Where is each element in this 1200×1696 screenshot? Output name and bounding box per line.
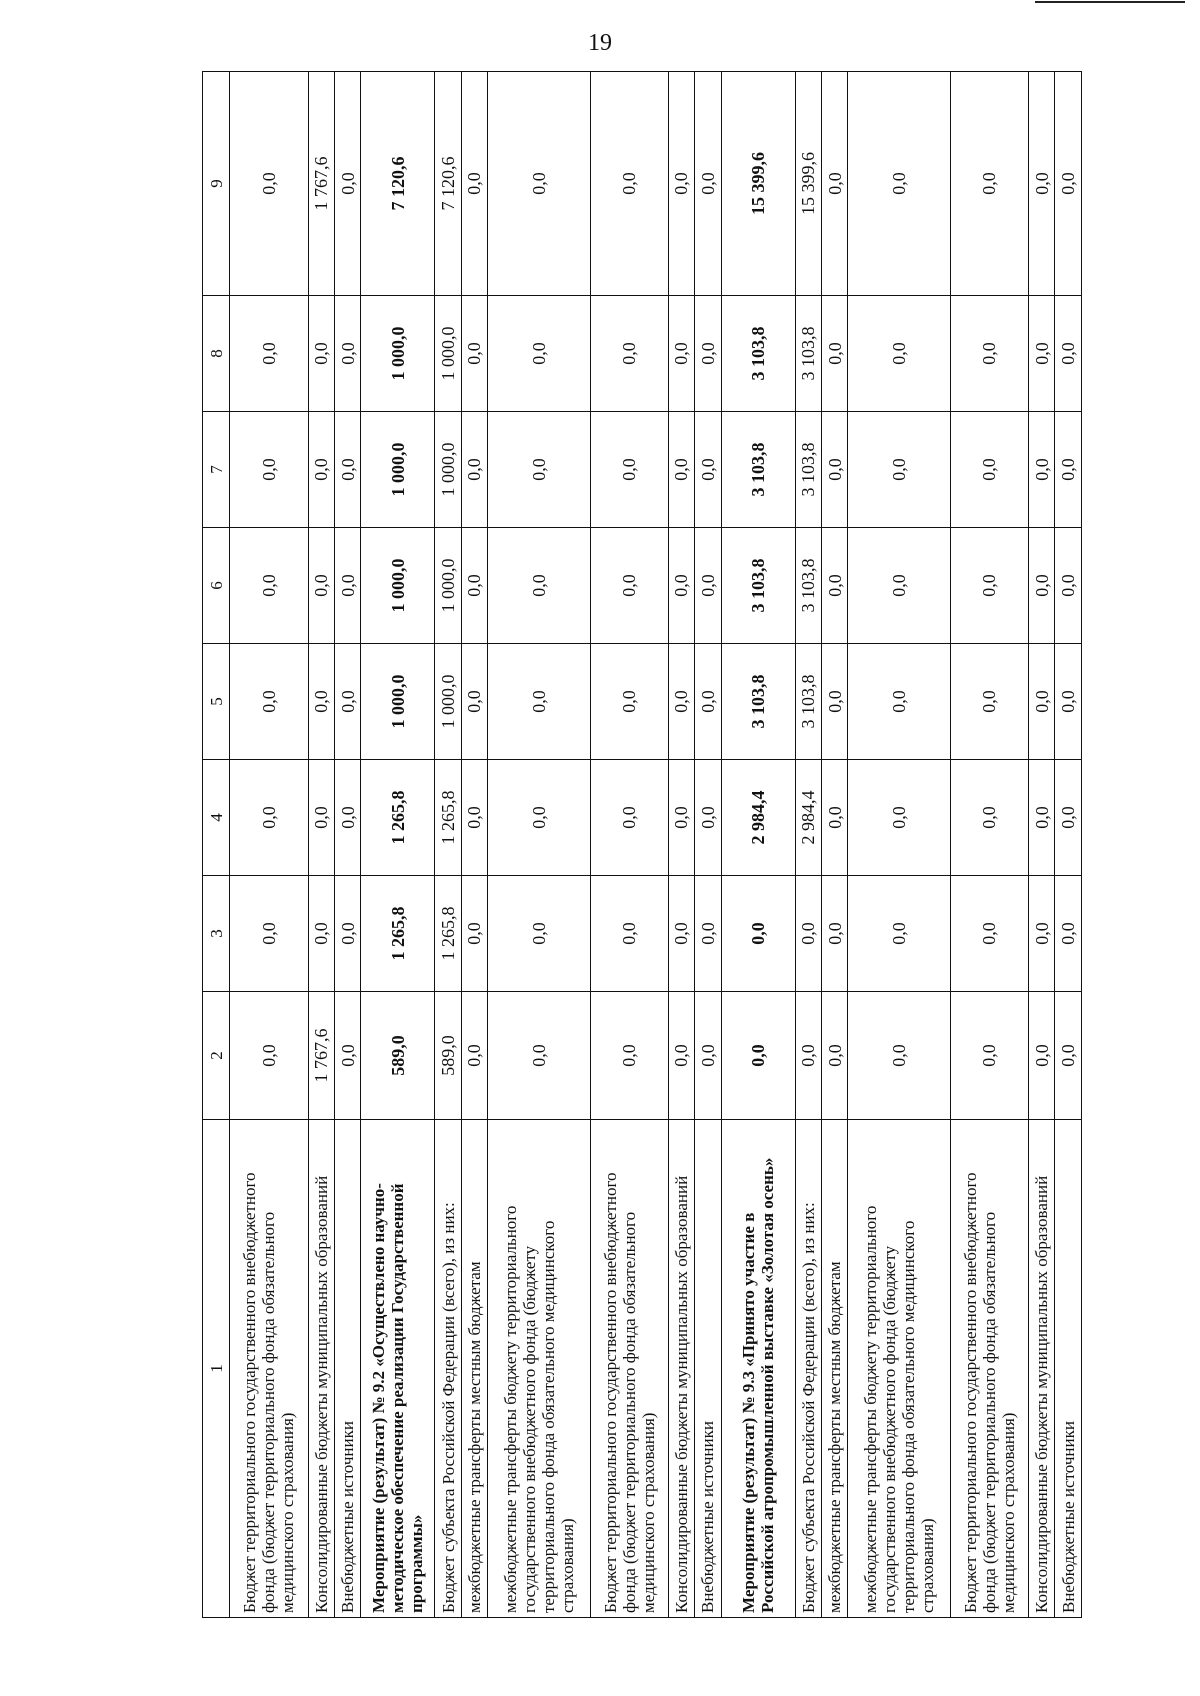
value-cell: 0,0 — [488, 760, 591, 876]
value-cell: 1 000,0 — [361, 644, 435, 760]
value-cell: 0,0 — [950, 296, 1028, 412]
row-label: межбюджетные трансферты бюджету территориального государственного внебюджетного фонда (бюджету территориального фонда обязательного медицинского страхования) — [488, 1120, 591, 1618]
value-cell: 0,0 — [488, 296, 591, 412]
table-row — [488, 72, 591, 1618]
row-label: Внебюджетные источники — [1055, 1120, 1082, 1618]
table-row — [848, 72, 951, 1618]
value-cell: 0,0 — [488, 644, 591, 760]
column-header-1: 1 — [203, 1120, 230, 1618]
value-cell: 2 984,4 — [795, 760, 821, 876]
value-cell: 0,0 — [308, 296, 334, 412]
table-row — [1055, 72, 1082, 1618]
value-cell: 0,0 — [822, 412, 848, 528]
value-cell: 0,0 — [1055, 760, 1082, 876]
table-row — [721, 72, 795, 1618]
value-cell: 0,0 — [668, 412, 694, 528]
value-cell: 0,0 — [668, 644, 694, 760]
value-cell: 1 000,0 — [361, 412, 435, 528]
page-number: 19 — [588, 30, 612, 56]
value-cell: 0,0 — [1029, 992, 1055, 1120]
value-cell: 1 000,0 — [435, 644, 461, 760]
value-cell: 0,0 — [334, 296, 360, 412]
value-cell: 0,0 — [848, 876, 951, 992]
value-cell: 7 120,6 — [361, 72, 435, 296]
table-row — [308, 72, 334, 1618]
value-cell: 0,0 — [822, 72, 848, 296]
row-label: Внебюджетные источники — [695, 1120, 721, 1618]
value-cell: 0,0 — [822, 296, 848, 412]
value-cell: 0,0 — [308, 760, 334, 876]
table-row — [695, 72, 721, 1618]
value-cell: 0,0 — [590, 992, 668, 1120]
value-cell: 0,0 — [308, 412, 334, 528]
value-cell: 0,0 — [230, 412, 308, 528]
value-cell: 0,0 — [1055, 992, 1082, 1120]
value-cell: 0,0 — [461, 528, 487, 644]
row-label: Мероприятие (результат) № 9.2 «Осуществлено научно-методическое обеспечение реализации Государственной программы» — [361, 1120, 435, 1618]
table-row — [230, 72, 308, 1618]
value-cell: 0,0 — [590, 644, 668, 760]
row-label: межбюджетные трансферты бюджету территориального государственного внебюджетного фонда (бюджету территориального фонда обязательного медицинского страхования) — [848, 1120, 951, 1618]
value-cell: 0,0 — [822, 644, 848, 760]
table-row — [822, 72, 848, 1618]
financing-table — [202, 71, 1082, 1618]
value-cell: 0,0 — [668, 876, 694, 992]
value-cell: 0,0 — [461, 876, 487, 992]
table-row — [361, 72, 435, 1618]
value-cell: 0,0 — [695, 876, 721, 992]
value-cell: 0,0 — [950, 528, 1028, 644]
value-cell: 0,0 — [822, 528, 848, 644]
value-cell: 0,0 — [668, 528, 694, 644]
value-cell: 0,0 — [950, 760, 1028, 876]
value-cell: 0,0 — [488, 72, 591, 296]
value-cell: 0,0 — [822, 760, 848, 876]
value-cell: 0,0 — [795, 876, 821, 992]
value-cell: 0,0 — [848, 992, 951, 1120]
row-label: Бюджет субъекта Российской Федерации (всего), из них: — [795, 1120, 821, 1618]
row-label: Бюджет территориального государственного внебюджетного фонда (бюджет территориального фонда обязательного медицинского страхования) — [590, 1120, 668, 1618]
row-label: Консолидированные бюджеты муниципальных образований — [308, 1120, 334, 1618]
row-label: межбюджетные трансферты местным бюджетам — [822, 1120, 848, 1618]
value-cell: 0,0 — [848, 528, 951, 644]
value-cell: 1 265,8 — [435, 876, 461, 992]
value-cell: 589,0 — [435, 992, 461, 1120]
value-cell: 0,0 — [230, 876, 308, 992]
value-cell: 0,0 — [721, 876, 795, 992]
value-cell: 1 767,6 — [308, 992, 334, 1120]
value-cell: 0,0 — [668, 72, 694, 296]
value-cell: 0,0 — [848, 296, 951, 412]
table-row — [435, 72, 461, 1618]
value-cell: 0,0 — [695, 72, 721, 296]
value-cell: 0,0 — [1029, 876, 1055, 992]
value-cell: 0,0 — [822, 876, 848, 992]
value-cell: 1 767,6 — [308, 72, 334, 296]
value-cell: 0,0 — [461, 992, 487, 1120]
value-cell: 0,0 — [461, 760, 487, 876]
value-cell: 1 265,8 — [361, 760, 435, 876]
value-cell: 0,0 — [590, 760, 668, 876]
value-cell: 3 103,8 — [721, 412, 795, 528]
value-cell: 0,0 — [668, 992, 694, 1120]
value-cell: 0,0 — [488, 528, 591, 644]
value-cell: 0,0 — [848, 72, 951, 296]
row-label: Консолидированные бюджеты муниципальных образований — [668, 1120, 694, 1618]
value-cell: 1 000,0 — [361, 296, 435, 412]
value-cell: 0,0 — [1055, 528, 1082, 644]
value-cell: 0,0 — [230, 644, 308, 760]
value-cell: 0,0 — [1029, 296, 1055, 412]
value-cell: 0,0 — [848, 412, 951, 528]
value-cell: 0,0 — [1055, 876, 1082, 992]
table-row — [334, 72, 360, 1618]
column-header-4: 4 — [203, 760, 230, 876]
value-cell: 0,0 — [230, 760, 308, 876]
value-cell: 1 000,0 — [435, 412, 461, 528]
value-cell: 0,0 — [695, 760, 721, 876]
value-cell: 3 103,8 — [795, 644, 821, 760]
table-row — [668, 72, 694, 1618]
value-cell: 0,0 — [461, 644, 487, 760]
value-cell: 0,0 — [334, 412, 360, 528]
value-cell: 0,0 — [488, 876, 591, 992]
value-cell: 0,0 — [334, 992, 360, 1120]
value-cell: 15 399,6 — [795, 72, 821, 296]
rotated-table-container — [202, 72, 1082, 1618]
value-cell: 0,0 — [1029, 72, 1055, 296]
value-cell: 0,0 — [1055, 72, 1082, 296]
value-cell: 0,0 — [1055, 296, 1082, 412]
value-cell: 0,0 — [695, 412, 721, 528]
value-cell: 0,0 — [1029, 760, 1055, 876]
value-cell: 0,0 — [461, 296, 487, 412]
row-label: Мероприятие (результат) № 9.3 «Принято участие в Российской агропромышленной выставке «Золотая осень» — [721, 1120, 795, 1618]
value-cell: 0,0 — [308, 876, 334, 992]
value-cell: 0,0 — [1029, 644, 1055, 760]
column-header-3: 3 — [203, 876, 230, 992]
value-cell: 0,0 — [950, 412, 1028, 528]
value-cell: 0,0 — [721, 992, 795, 1120]
value-cell: 0,0 — [848, 760, 951, 876]
value-cell: 3 103,8 — [721, 528, 795, 644]
value-cell: 0,0 — [695, 992, 721, 1120]
table-row — [461, 72, 487, 1618]
value-cell: 0,0 — [848, 644, 951, 760]
value-cell: 0,0 — [334, 760, 360, 876]
value-cell: 1 265,8 — [361, 876, 435, 992]
row-label: Консолидированные бюджеты муниципальных образований — [1029, 1120, 1055, 1618]
row-label: межбюджетные трансферты местным бюджетам — [461, 1120, 487, 1618]
column-header-5: 5 — [203, 644, 230, 760]
table-row — [950, 72, 1028, 1618]
table-row — [795, 72, 821, 1618]
value-cell: 0,0 — [230, 992, 308, 1120]
column-header-7: 7 — [203, 412, 230, 528]
value-cell: 0,0 — [950, 644, 1028, 760]
value-cell: 3 103,8 — [721, 644, 795, 760]
value-cell: 0,0 — [668, 760, 694, 876]
value-cell: 0,0 — [461, 412, 487, 528]
value-cell: 0,0 — [488, 992, 591, 1120]
value-cell: 0,0 — [488, 412, 591, 528]
value-cell: 1 000,0 — [361, 528, 435, 644]
value-cell: 3 103,8 — [795, 412, 821, 528]
value-cell: 0,0 — [950, 876, 1028, 992]
value-cell: 0,0 — [334, 72, 360, 296]
value-cell: 589,0 — [361, 992, 435, 1120]
value-cell: 0,0 — [695, 528, 721, 644]
header-row — [203, 72, 230, 1618]
table-row — [590, 72, 668, 1618]
value-cell: 0,0 — [590, 296, 668, 412]
value-cell: 15 399,6 — [721, 72, 795, 296]
table-row — [1029, 72, 1055, 1618]
value-cell: 0,0 — [668, 296, 694, 412]
value-cell: 2 984,4 — [721, 760, 795, 876]
scan-corner-line — [1035, 1, 1185, 3]
value-cell: 3 103,8 — [795, 296, 821, 412]
value-cell: 0,0 — [795, 992, 821, 1120]
column-header-8: 8 — [203, 296, 230, 412]
value-cell: 0,0 — [308, 528, 334, 644]
row-label: Бюджет субъекта Российской Федерации (всего), из них: — [435, 1120, 461, 1618]
value-cell: 1 000,0 — [435, 296, 461, 412]
value-cell: 0,0 — [822, 992, 848, 1120]
value-cell: 0,0 — [950, 992, 1028, 1120]
value-cell: 1 000,0 — [435, 528, 461, 644]
value-cell: 0,0 — [334, 644, 360, 760]
value-cell: 0,0 — [230, 528, 308, 644]
value-cell: 0,0 — [1055, 644, 1082, 760]
value-cell: 0,0 — [334, 528, 360, 644]
value-cell: 0,0 — [590, 528, 668, 644]
value-cell: 0,0 — [230, 72, 308, 296]
value-cell: 0,0 — [950, 72, 1028, 296]
row-label: Бюджет территориального государственного внебюджетного фонда (бюджет территориального фонда обязательного медицинского страхования) — [230, 1120, 308, 1618]
value-cell: 0,0 — [590, 412, 668, 528]
value-cell: 0,0 — [1029, 412, 1055, 528]
column-header-9: 9 — [203, 72, 230, 296]
value-cell: 0,0 — [334, 876, 360, 992]
value-cell: 3 103,8 — [795, 528, 821, 644]
value-cell: 0,0 — [230, 296, 308, 412]
value-cell: 0,0 — [695, 296, 721, 412]
value-cell: 0,0 — [695, 644, 721, 760]
value-cell: 0,0 — [590, 876, 668, 992]
value-cell: 0,0 — [590, 72, 668, 296]
value-cell: 7 120,6 — [435, 72, 461, 296]
value-cell: 0,0 — [1029, 528, 1055, 644]
row-label: Внебюджетные источники — [334, 1120, 360, 1618]
value-cell: 1 265,8 — [435, 760, 461, 876]
value-cell: 0,0 — [308, 644, 334, 760]
column-header-2: 2 — [203, 992, 230, 1120]
table-body — [203, 72, 1082, 1618]
value-cell: 3 103,8 — [721, 296, 795, 412]
value-cell: 0,0 — [461, 72, 487, 296]
value-cell: 0,0 — [1055, 412, 1082, 528]
column-header-6: 6 — [203, 528, 230, 644]
row-label: Бюджет территориального государственного внебюджетного фонда (бюджет территориального фонда обязательного медицинского страхования) — [950, 1120, 1028, 1618]
